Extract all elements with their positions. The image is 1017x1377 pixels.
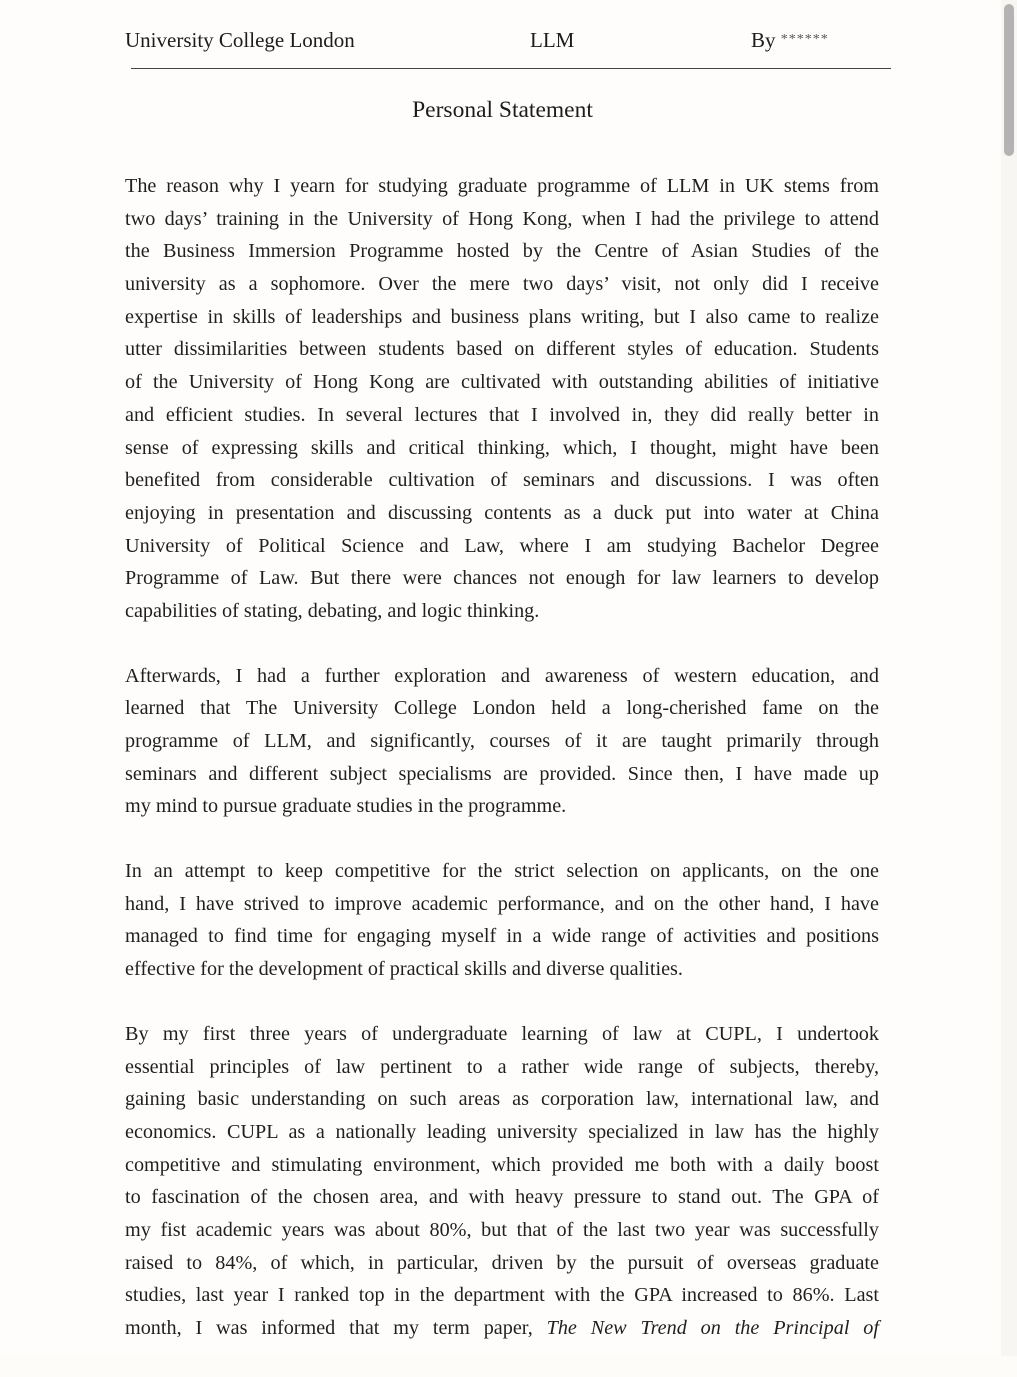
text-line: utter dissimilarities between students based on different styles of education. Students xyxy=(125,338,879,361)
scrollbar-thumb[interactable] xyxy=(1004,4,1014,156)
header-program: LLM xyxy=(530,28,575,52)
statement-body xyxy=(125,170,879,1377)
text-line: the Business Immersion Programme hosted by the Centre of Asian Studies of the xyxy=(125,240,879,263)
text-line: and efficient studies. In several lectures that I involved in, they did really better in xyxy=(125,403,879,426)
text-line-final xyxy=(125,1312,879,1345)
text-line: to fascination of the chosen area, and with heavy pressure to stand out. The GPA of xyxy=(125,1186,879,1209)
paragraph-4 xyxy=(125,1018,879,1345)
text-line: Programme of Law. But there were chances not enough for law learners to develop xyxy=(125,567,879,590)
header-author-prefix: By xyxy=(751,28,776,52)
header-author xyxy=(751,26,829,54)
text-line: benefited from considerable cultivation of seminars and discussions. I was often xyxy=(125,469,879,492)
paper-title-italic: The New Trend on the Principal of xyxy=(546,1317,879,1339)
text-line: learned that The University College London held a long-cherished fame on the xyxy=(125,697,879,720)
header-divider xyxy=(131,68,891,69)
text-line: raised to 84%, of which, in particular, driven by the pursuit of overseas graduate xyxy=(125,1251,879,1274)
text-line: economics. CUPL as a nationally leading university specialized in law has the highly xyxy=(125,1120,879,1143)
header-author-redacted: ****** xyxy=(780,32,829,47)
text-line: my mind to pursue graduate studies in the programme. xyxy=(125,795,567,818)
page-title: Personal Statement xyxy=(412,97,593,123)
text-line: University of Political Science and Law, where I am studying Bachelor Degree xyxy=(125,534,879,557)
text-line: gaining basic understanding on such areas as corporation law, international law, and xyxy=(125,1088,879,1111)
text-line: of the University of Hong Kong are cultivated with outstanding abilities of initiative xyxy=(125,371,879,394)
paragraph-1 xyxy=(125,170,879,628)
text-line-final-prefix: month, I was informed that my term paper, xyxy=(125,1317,547,1339)
text-line: sense of expressing skills and critical thinking, which, I thought, might have been xyxy=(125,436,879,459)
text-line: essential principles of law pertinent to a rather wide range of subjects, thereby, xyxy=(125,1055,879,1078)
text-line: hand, I have strived to improve academic performance, and on the other hand, I have xyxy=(125,892,879,915)
text-line: my fist academic years was about 80%, but that of the last two year was successfully xyxy=(125,1218,879,1241)
text-line: competitive and stimulating environment, which provided me both with a daily boost xyxy=(125,1153,879,1176)
text-line: studies, last year I ranked top in the department with the GPA increased to 86%. Last xyxy=(125,1284,879,1307)
text-line: effective for the development of practical skills and diverse qualities. xyxy=(125,958,683,981)
text-line: Afterwards, I had a further exploration and awareness of western education, and xyxy=(125,664,879,687)
text-line: capabilities of stating, debating, and logic thinking. xyxy=(125,599,540,622)
header-university: University College London xyxy=(125,28,355,52)
paragraph-2 xyxy=(125,660,879,823)
text-line: In an attempt to keep competitive for the strict selection on applicants, on the one xyxy=(125,860,879,883)
text-line: two days’ training in the University of Hong Kong, when I had the privilege to attend xyxy=(125,207,879,230)
text-line: university as a sophomore. Over the mere two days’ visit, not only did I receive xyxy=(125,273,879,296)
text-line: managed to find time for engaging myself in a wide range of activities and positions xyxy=(125,925,879,948)
text-line: The reason why I yearn for studying graduate programme of LLM in UK stems from xyxy=(125,175,879,197)
text-line: seminars and different subject specialisms are provided. Since then, I have made up xyxy=(125,762,879,785)
text-line: expertise in skills of leaderships and business plans writing, but I also came to realize xyxy=(125,305,879,328)
text-line: enjoying in presentation and discussing contents as a duck put into water at China xyxy=(125,501,879,524)
scrollbar-track[interactable] xyxy=(1001,0,1017,1356)
paragraph-3 xyxy=(125,855,879,986)
text-line: By my first three years of undergraduate learning of law at CUPL, I undertook xyxy=(125,1022,879,1045)
text-line: programme of LLM, and significantly, courses of it are taught primarily through xyxy=(125,730,879,752)
